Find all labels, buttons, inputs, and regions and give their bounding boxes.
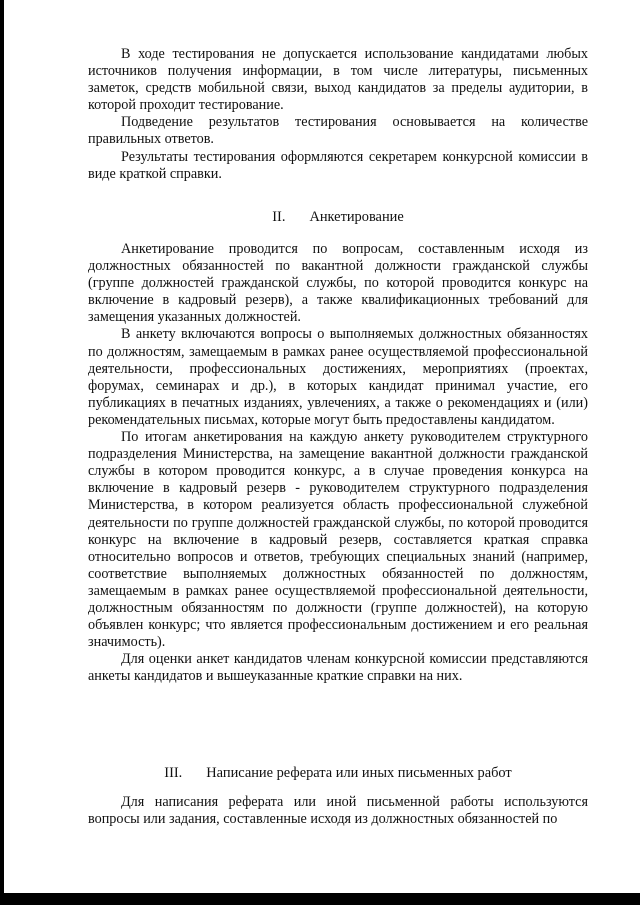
section-2-text xyxy=(88,241,588,685)
section-heading-2 xyxy=(88,208,588,226)
paragraph: Для написания реферата или иной письменной работы используются вопросы или задания, составленные исходя из должностных обязанностей по xyxy=(88,794,588,828)
section-3-text xyxy=(88,794,588,828)
paragraph: Анкетирование проводится по вопросам, составленным исходя из должностных обязанностей по вакантной должности гражданской службы (группе должностей гражданской службы, по которой проводится конкурс на включение в кадровый резерв), а также квалификационных требований для замещения указанных должностей. xyxy=(88,241,588,326)
section-number: III. xyxy=(164,765,183,781)
section-number: II. xyxy=(272,209,286,225)
paragraph: Результаты тестирования оформляются секретарем конкурсной комиссии в виде краткой справки. xyxy=(88,148,588,182)
paragraph: Для оценки анкет кандидатов членам конкурсной комиссии представляются анкеты кандидатов и вышеуказанные краткие справки на них. xyxy=(88,651,588,685)
paragraph: По итогам анкетирования на каждую анкету руководителем структурного подразделения Министерства, на замещение вакантной должности гражданской службы в котором проводится конкурс, а в случае проведения конкурса на включение в кадровый резерв - руководителем структурного подразделения Министерства, в котором реализуется область профессиональной служебной деятельности по группе должностей гражданской службы, по которой проводится конкурс на включение в кадровый резерв, составляется краткая справка относительно вопросов и ответов, требующих специальных знаний (например, соответствие выполняемых должностных обязанностей по должностям, замещаемым в рамках ранее осуществляемой профессиональной деятельности, должностным обязанностям по должности (группе должностей), на которую объявлен конкурс; что является профессиональным достижением и его реальная значимость). xyxy=(88,429,588,651)
intro-text xyxy=(88,46,588,183)
paragraph: Подведение результатов тестирования основывается на количестве правильных ответов. xyxy=(88,114,588,148)
scan-edge-left xyxy=(0,0,4,905)
section-title: Анкетирование xyxy=(309,209,404,225)
section-title: Написание реферата или иных письменных работ xyxy=(206,765,512,781)
paragraph: В ходе тестирования не допускается использование кандидатами любых источников получения информации, в том числе литературы, письменных заметок, средств мобильной связи, выход кандидатов за пределы аудитории, в которой проходит тестирование. xyxy=(88,46,588,114)
paragraph: В анкету включаются вопросы о выполняемых должностных обязанностях по должностям, замещаемым в рамках ранее осуществляемой профессиональной деятельности, профессиональных достижениях, мероприятиях (проектах, форумах, семинарах и др.), в которых кандидат принимал участие, его публикациях в печатных изданиях, увлечениях, а также о рекомендациях и (или) рекомендательных письмах, которые могут быть предоставлены кандидатом. xyxy=(88,326,588,428)
section-heading-3 xyxy=(88,764,588,782)
scan-edge-bottom xyxy=(0,893,640,905)
